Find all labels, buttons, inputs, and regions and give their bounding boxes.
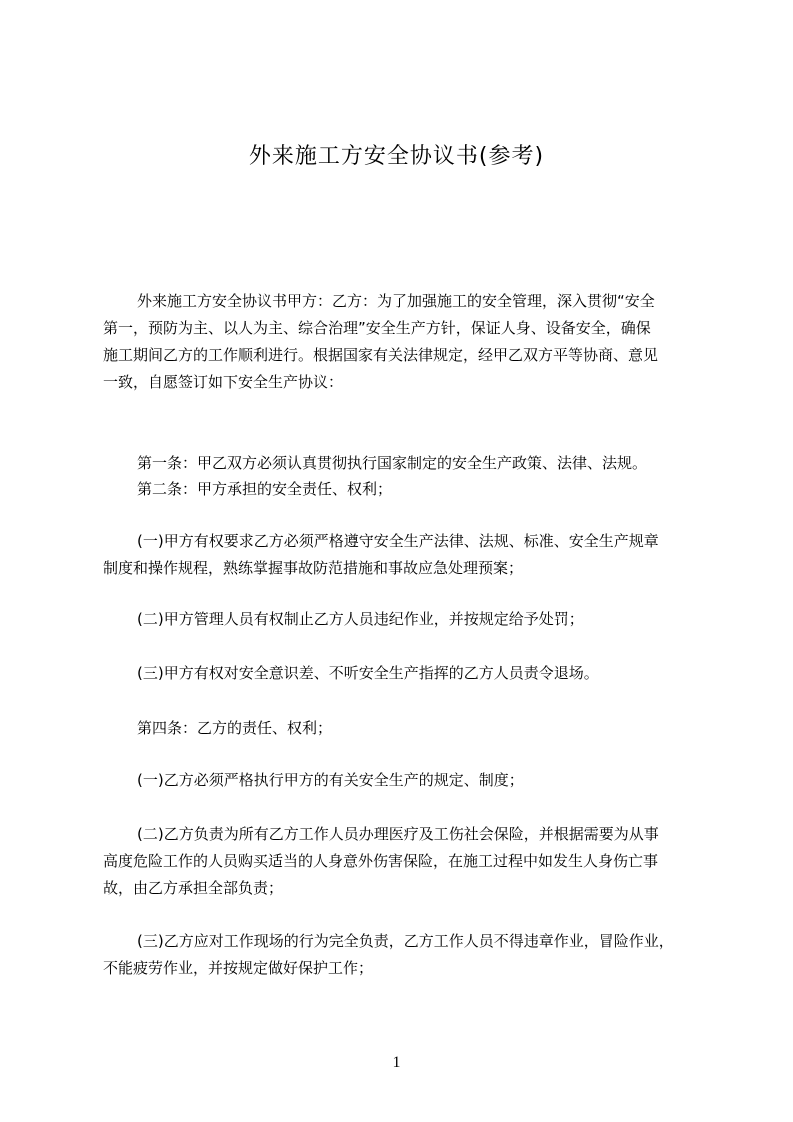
paragraph-article-2-item-1 bbox=[103, 528, 703, 582]
paragraph-line: 第一条：甲乙双方必须认真贯彻执行国家制定的安全生产政策、法律、法规。 bbox=[137, 454, 648, 472]
paragraph-line: 故，由乙方承担全部负责； bbox=[103, 879, 284, 897]
paragraph-line: (三)乙方应对工作现场的行为完全负责，乙方工作人员不得违章作业，冒险作业， bbox=[137, 932, 674, 950]
paragraph-article-2 bbox=[103, 476, 703, 503]
paragraph-article-2-item-3 bbox=[103, 660, 703, 687]
paragraph-article-1 bbox=[103, 450, 703, 477]
paragraph-line: 施工期间乙方的工作顺利进行。根据国家有关法律规定，经甲乙双方平等协商、意见 bbox=[103, 346, 659, 364]
paragraph-line: 第二条：甲方承担的安全责任、权利； bbox=[137, 480, 393, 498]
paragraph-article-2-item-2 bbox=[103, 606, 703, 633]
paragraph-line: 不能疲劳作业，并按规定做好保护工作； bbox=[103, 959, 374, 977]
paragraph-line: 高度危险工作的人员购买适当的人身意外伤害保险，在施工过程中如发生人身伤亡事 bbox=[103, 852, 659, 870]
paragraph-line: 外来施工方安全协议书甲方：乙方：为了加强施工的安全管理，深入贯彻“安全 bbox=[137, 292, 655, 310]
paragraph-line: (一)乙方必须严格执行甲方的有关安全生产的规定、制度； bbox=[137, 771, 524, 789]
paragraph-line: 第四条：乙方的责任、权利； bbox=[137, 719, 333, 737]
paragraph-line: (一)甲方有权要求乙方必须严格遵守安全生产法律、法规、标准、安全生产规章 bbox=[137, 532, 659, 550]
paragraph-line: 制度和操作规程，熟练掌握事故防范措施和事故应急处理预案； bbox=[103, 559, 524, 577]
paragraph-line: (二)乙方负责为所有乙方工作人员办理医疗及工伤社会保险，并根据需要为从事 bbox=[137, 825, 659, 843]
paragraph-preamble bbox=[103, 288, 703, 396]
paragraph-article-4 bbox=[103, 715, 703, 742]
page-number: 1 bbox=[392, 1054, 401, 1071]
paragraph-line: (三)甲方有权对安全意识差、不听安全生产指挥的乙方人员责令退场。 bbox=[137, 664, 599, 682]
paragraph-line: (二)甲方管理人员有权制止乙方人员违纪作业，并按规定给予处罚； bbox=[137, 610, 584, 628]
paragraph-line: 第一，预防为主、以人为主、综合治理”安全生产方针，保证人身、设备安全，确保 bbox=[103, 319, 651, 337]
paragraph-line: 一致，自愿签订如下安全生产协议： bbox=[103, 373, 344, 391]
paragraph-article-4-item-2 bbox=[103, 821, 703, 902]
document-title: 外来施工方安全协议书(参考) bbox=[248, 144, 545, 169]
paragraph-article-4-item-3 bbox=[103, 928, 703, 982]
paragraph-article-4-item-1 bbox=[103, 767, 703, 794]
